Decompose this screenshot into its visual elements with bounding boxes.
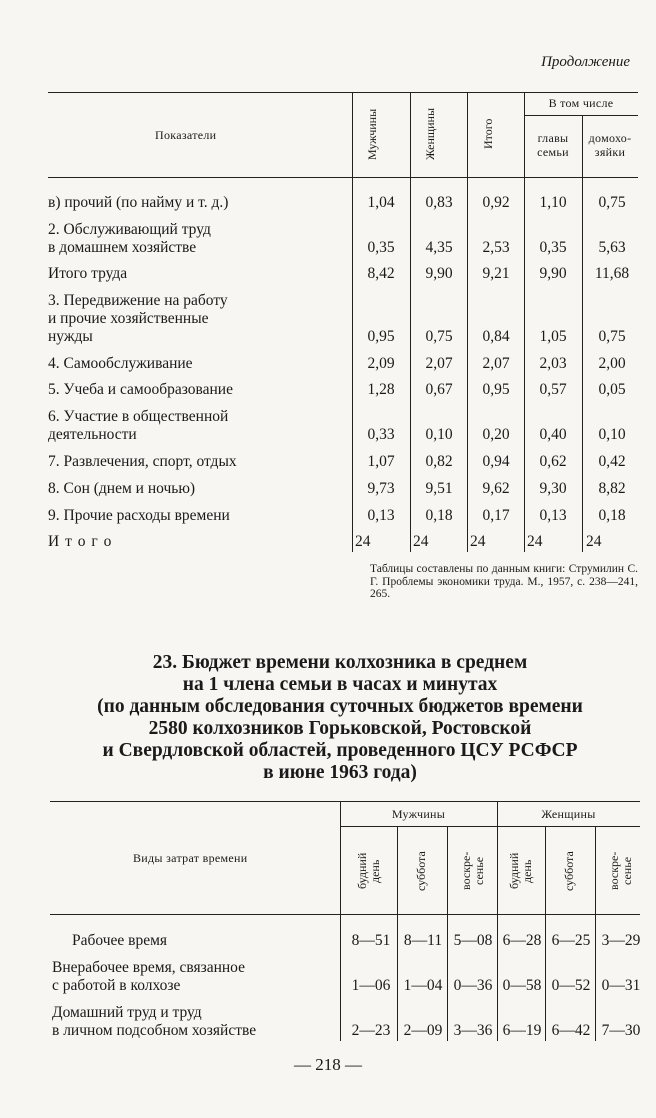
table2-cell: 6—42 (551, 1022, 591, 1039)
table1-cell: 5,63 (598, 239, 626, 256)
table1-cell: 9,90 (425, 265, 453, 282)
table1-row-label: 9. Прочие расходы времени (48, 507, 230, 524)
table2-cell: 3—29 (601, 932, 641, 949)
table1-cell: 0,10 (425, 426, 453, 443)
table1-cell: 0,42 (598, 453, 626, 470)
table1-cell: 0,40 (539, 426, 567, 443)
header-men-saturday: суббота (414, 851, 428, 891)
header-total: Итого (481, 118, 495, 150)
table1-cell: 0,82 (425, 453, 453, 470)
table1-cell: 2,09 (367, 355, 395, 372)
table1-cell: 24 (355, 533, 371, 550)
table1-cell: 0,75 (425, 328, 453, 345)
table2-cell: 0—31 (601, 977, 641, 994)
header-women-sunday: воскре- сенье (607, 851, 634, 891)
table1-cell: 24 (527, 533, 543, 550)
header-women-weekday: будний день (507, 852, 534, 890)
table1-cell: 0,17 (482, 507, 510, 524)
table1-cell: 0,95 (367, 328, 395, 345)
table1-cell: 0,57 (539, 381, 567, 398)
table1-cell: 0,83 (425, 194, 453, 211)
table2-cell: 1—06 (351, 977, 391, 994)
table1-cell: 1,05 (539, 328, 567, 345)
table1-row-label: 2. Обслуживающий труд в домашнем хозяйстве (48, 221, 211, 256)
table1-cell: 0,20 (482, 426, 510, 443)
header-men-group: Мужчины (391, 807, 446, 821)
table1-cell: 0,75 (598, 194, 626, 211)
table2-cell: 6—19 (502, 1022, 542, 1039)
table1-row-label: 6. Участие в общественной деятельности (48, 408, 229, 443)
table2-row-label: Рабочее время (72, 932, 168, 949)
header-women: Женщины (423, 107, 437, 161)
continuation-label: Продолжение (541, 54, 630, 70)
table1-cell: 0,18 (425, 507, 453, 524)
table1-row-label: 8. Сон (днем и ночью) (48, 480, 196, 497)
table1-cell: 11,68 (594, 265, 630, 282)
table1-cell: 0,05 (598, 381, 626, 398)
table1-cell: 0,33 (367, 426, 395, 443)
table1-row-label: 3. Передвижение на работу и прочие хозяйственные нужды (48, 292, 228, 345)
table2-row-label: Домашний труд и труд в личном подсобном хозяйстве (52, 1004, 257, 1039)
table2-top-rule (50, 801, 640, 802)
table1-cell: 24 (470, 533, 486, 550)
table1-cell: 1,28 (367, 381, 395, 398)
source-note: Таблицы составлены по данным книги: Струмилин С. Г. Проблемы экономики труда. М., 1957, с. 238—241, 265. (370, 563, 638, 600)
table2-cell: 2—09 (403, 1022, 443, 1039)
table2-cell: 2—23 (351, 1022, 391, 1039)
table1-cell: 0,62 (539, 453, 567, 470)
table1-including-rule (524, 115, 638, 116)
table1-cell: 1,07 (367, 453, 395, 470)
table1-cell: 1,04 (367, 194, 395, 211)
table1-cell: 0,18 (598, 507, 626, 524)
header-men: Мужчины (365, 108, 379, 160)
table1-cell: 2,00 (598, 355, 626, 372)
table1-row-label: Итого труда (48, 265, 128, 282)
table1-cell: 9,62 (482, 480, 510, 497)
table1-vline (582, 115, 583, 552)
table1-row-label: 4. Самообслуживание (48, 355, 193, 372)
table1-cell: 8,42 (367, 265, 395, 282)
table1-top-rule (48, 92, 638, 93)
table1-cell: 9,51 (425, 480, 453, 497)
table1-cell: 0,92 (482, 194, 510, 211)
table2-vline (497, 801, 498, 1041)
table1-row-label: 5. Учеба и самообразование (48, 381, 233, 398)
table2-cell: 8—51 (351, 932, 391, 949)
table1-cell: 8,82 (598, 480, 626, 497)
table2-cell: 0—58 (502, 977, 542, 994)
header-indicator: Показатели (155, 128, 217, 142)
table1-cell: 1,10 (539, 194, 567, 211)
table1-cell: 24 (413, 533, 429, 550)
table1-row-label: 7. Развлечения, спорт, отдых (48, 453, 237, 470)
table2-cell: 7—30 (601, 1022, 641, 1039)
header-men-sunday: воскре- сенье (459, 851, 486, 891)
table1-cell: 0,10 (598, 426, 626, 443)
table2-cell: 8—11 (403, 932, 443, 949)
table1-cell: 2,07 (425, 355, 453, 372)
table1-cell: 0,35 (367, 239, 395, 256)
table1-cell: 0,13 (367, 507, 395, 524)
table1-cell: 2,03 (539, 355, 567, 372)
table1-cell: 24 (586, 533, 602, 550)
page-number: — 218 — (294, 1055, 362, 1074)
table1-cell: 2,53 (482, 239, 510, 256)
table2-vline (340, 801, 341, 1041)
table2-cell: 1—04 (403, 977, 443, 994)
table2-cell: 0—52 (551, 977, 591, 994)
table1-cell: 9,73 (367, 480, 395, 497)
table-23-title: 23. Бюджет времени колхозника в среднем на 1 члена семьи в часах и минутах (по данным обследования суточных бюджетов времени 2580 колхозников Горьковской, Ростовской и Свердловской областей, проведенного ЦСУ РСФСР в июне 1963 года) (97, 652, 583, 783)
header-women-group: Женщины (541, 807, 596, 821)
table1-cell: 0,84 (482, 328, 510, 345)
table2-cell: 6—28 (502, 932, 542, 949)
table2-cell: 6—25 (551, 932, 591, 949)
table2-cell: 5—08 (453, 932, 493, 949)
table1-cell: 0,13 (539, 507, 567, 524)
table1-cell: 9,21 (482, 265, 510, 282)
table1-cell: 4,35 (425, 239, 453, 256)
header-including: В том числе (548, 96, 614, 110)
table1-header-rule (48, 177, 638, 178)
table1-cell: 0,35 (539, 239, 567, 256)
header-housewives: домохо- зяйки (588, 131, 632, 159)
table2-cell: 0—36 (453, 977, 493, 994)
table1-cell: 0,94 (482, 453, 510, 470)
table2-row-label: Внерабочее время, связанное с работой в колхозе (52, 959, 245, 994)
table1-cell: 9,30 (539, 480, 567, 497)
table1-cell: 0,67 (425, 381, 453, 398)
header-men-weekday: будний день (355, 852, 382, 890)
table1-cell: 2,07 (482, 355, 510, 372)
table1-row-label: в) прочий (по найму и т. д.) (48, 194, 229, 211)
header-heads-of-family: главы семьи (537, 131, 569, 159)
table1-cell: 9,90 (539, 265, 567, 282)
header-kinds-of-time: Виды затрат времени (133, 851, 248, 865)
table1-cell: 0,75 (598, 328, 626, 345)
table2-header-rule (50, 914, 640, 915)
table1-cell: 0,95 (482, 381, 510, 398)
table2-cell: 3—36 (453, 1022, 493, 1039)
table1-total-label: И т о г о (48, 533, 113, 550)
header-women-saturday: суббота (562, 851, 576, 891)
